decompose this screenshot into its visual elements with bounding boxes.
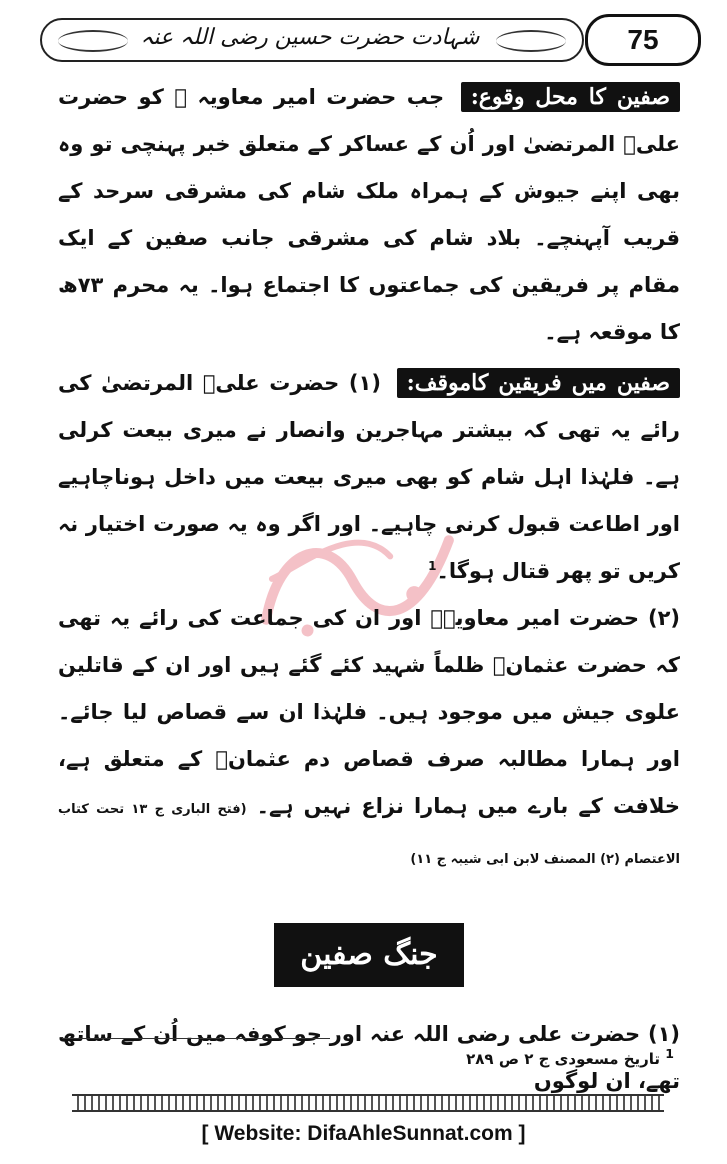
paragraph-location-of-siffin [58, 74, 680, 356]
paragraph-muawiya-position [58, 595, 680, 883]
footnote-reference[interactable]: 1 [428, 559, 437, 573]
heading-location-of-siffin: صفین کا محل وقوع: [461, 82, 680, 112]
page-number-box [585, 14, 701, 66]
footnote-marker: 1 [665, 1046, 674, 1061]
section-title-wrapper [58, 923, 680, 987]
book-title: شہادت حضرت حسین رضی اللہ عنہ [140, 25, 480, 50]
page-content [58, 74, 680, 1105]
paragraph-text: (۱) حضرت علیؓ المرتضیٰ کی رائے یہ تھی کہ بیشتر مہاجرین وانصار نے میری بیعت کرلی ہے۔ فلہٰذا اہل شام کو بھی میری بیعت میں داخل ہوناچاہیے اور اطاعت قبول کرنی چاہیے۔ اور اگر وہ یہ صورت اختیار نہ کریں تو پھر قتال ہوگا۔ [58, 371, 680, 583]
page-header [40, 14, 700, 66]
paragraph-battle-start: (۱) حضرت علی رضی اللہ عنہ اور جو کوفہ میں اُن کے ساتھ تھے، ان لوگوں [58, 1022, 680, 1093]
paragraph-positions-of-parties [58, 360, 680, 595]
footnote-text: تاریخ مسعودی ج ۲ ص ۲۸۹ [466, 1050, 661, 1068]
citation: (فتح الباری ج ۱۳ تحت کتاب الاعتصام (۲) المصنف لابن ابی شیبہ ج ۱۱) [58, 802, 680, 867]
footnote-divider [62, 1038, 330, 1039]
paragraph-text: جب حضرت امیر معاویہ ؓ کو حضرت علیؓ المرتضیٰ اور اُن کے عساکر کے متعلق خبر پہنچی تو وہ بھی اپنے جیوش کے ہمراہ ملک شام کی مشرقی سرحد کے قریب آپہنچے۔ بلاد شام کی مشرقی جانب صفین کے ایک مقام پر فریقین کی جماعتوں کا اجتماع ہوا۔ یہ محرم ۷۳ھ کا موقعہ ہے۔ [58, 85, 680, 344]
heading-positions-of-parties: صفین میں فریقین کاموقف: [397, 368, 680, 398]
bottom-ornamental-border [72, 1094, 664, 1112]
section-title: جنگ صفین [274, 923, 463, 987]
website-link[interactable]: [ Website: DifaAhleSunnat.com ] [201, 1122, 526, 1145]
footnote [62, 1046, 674, 1068]
paragraph-text: (۲) حضرت امیر معاویہؓ اور ان کی جماعت کی رائے یہ تھی کہ حضرت عثمانؓ ظلماً شہید کئے گئے ہیں اور ان کے قاتلین علوی جیش میں موجود ہیں۔ فلہٰذا ان سے قصاص لیا جائے۔ اور ہمارا مطالبہ صرف قصاص دم عثمانؓ کے متعلق ہے، خلافت کے بارے میں ہمارا نزاع نہیں ہے۔ [58, 606, 681, 818]
page-number: 75 [627, 24, 659, 55]
